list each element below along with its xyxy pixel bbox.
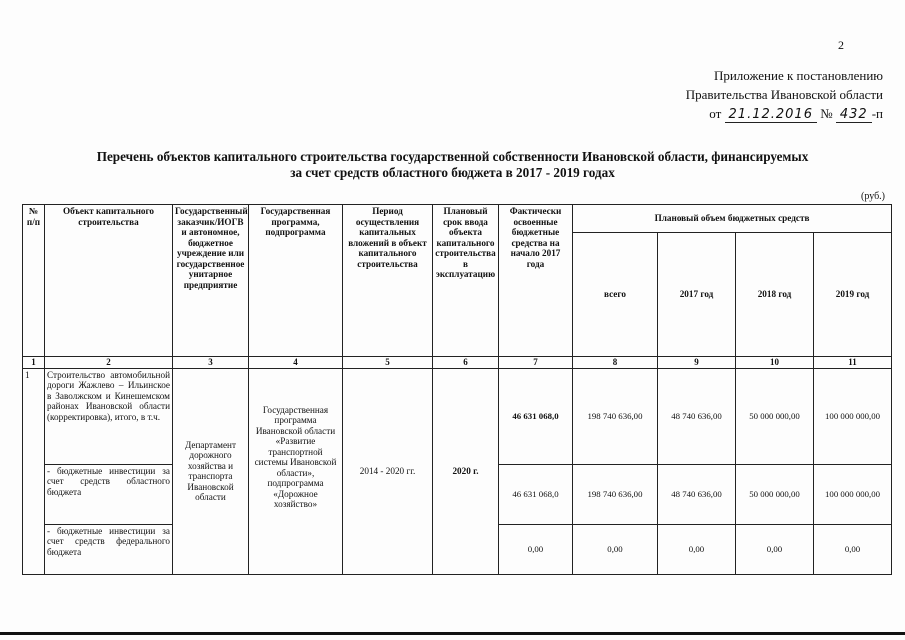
number-label: №: [820, 106, 833, 121]
planned-2017: 48 740 636,00: [658, 368, 736, 464]
planned-2019: 100 000 000,00: [814, 464, 892, 524]
col-num: 10: [736, 357, 814, 369]
title-line-2: за счет средств областного бюджета в 2017 - 2019 годах: [290, 165, 615, 180]
col-num: 6: [433, 357, 499, 369]
col-num: 9: [658, 357, 736, 369]
header-total: всего: [573, 233, 658, 357]
actual-funds: 0,00: [499, 524, 573, 574]
from-label: от: [709, 106, 722, 121]
col-num: 7: [499, 357, 573, 369]
col-num: 8: [573, 357, 658, 369]
col-num: 2: [45, 357, 173, 369]
actual-funds: 46 631 068,0: [499, 368, 573, 464]
handwritten-number: 432: [836, 107, 872, 123]
col-num: 5: [343, 357, 433, 369]
header-2017: 2017 год: [658, 233, 736, 357]
period: 2014 - 2020 гг.: [343, 368, 433, 574]
col-num: 11: [814, 357, 892, 369]
planned-total: 198 740 636,00: [573, 464, 658, 524]
title-line-1: Перечень объектов капитального строительства государственной собственности Ивановской области, финансируемых: [96, 149, 809, 164]
planned-2017: 0,00: [658, 524, 736, 574]
commissioning: 2020 г.: [433, 368, 499, 574]
table-row: [23, 368, 892, 464]
object-name: Строительство автомобильной дороги Жажлево – Ильинское в Заволжском и Кинешемском районах Ивановской области (корректировка), итого, в т.ч.: [45, 368, 173, 464]
customer: Департамент дорожного хозяйства и транспорта Ивановской области: [173, 368, 249, 574]
planned-2019: 0,00: [814, 524, 892, 574]
planned-2018: 50 000 000,00: [736, 368, 814, 464]
planned-total: 0,00: [573, 524, 658, 574]
col-num: 1: [23, 357, 45, 369]
appendix-line-1: Приложение к постановлению: [713, 68, 883, 83]
header-period: Период осуществления капитальных вложений в объект капитального строительства: [343, 205, 433, 357]
col-num: 4: [249, 357, 343, 369]
appendix-line-2: Правительства Ивановской области: [685, 87, 883, 102]
appendix-block: [686, 66, 883, 124]
document-title: [0, 149, 905, 181]
header-2019: 2019 год: [814, 233, 892, 357]
header-customer: Государственный заказчик/ИОГВ и автономное, бюджетное учреждение или государственное унитарное предприятие: [173, 205, 249, 357]
handwritten-date: 21.12.2016: [725, 107, 817, 123]
planned-2018: 0,00: [736, 524, 814, 574]
objects-table: [22, 204, 892, 575]
header-actual: Фактически освоенные бюджетные средства на начало 2017 года: [499, 205, 573, 357]
object-name: - бюджетные инвестиции за счет средств федерального бюджета: [45, 524, 173, 574]
object-name: - бюджетные инвестиции за счет средств областного бюджета: [45, 464, 173, 524]
planned-2017: 48 740 636,00: [658, 464, 736, 524]
actual-funds: 46 631 068,0: [499, 464, 573, 524]
scan-edge-line: [0, 632, 905, 635]
program: Государственная программа Ивановской области «Развитие транспортной системы Ивановской области», подпрограмма «Дорожное хозяйство»: [249, 368, 343, 574]
planned-2018: 50 000 000,00: [736, 464, 814, 524]
planned-2019: 100 000 000,00: [814, 368, 892, 464]
header-num: № п/п: [23, 205, 45, 357]
col-num: 3: [173, 357, 249, 369]
page-number: 2: [838, 38, 844, 52]
number-suffix: -п: [871, 106, 883, 121]
header-object: Объект капитального строительства: [45, 205, 173, 357]
planned-total: 198 740 636,00: [573, 368, 658, 464]
row-number: 1: [23, 368, 45, 574]
appendix-line-3: [686, 104, 883, 124]
header-2018: 2018 год: [736, 233, 814, 357]
header-commissioning: Плановый срок ввода объекта капитального строительства в эксплуатацию: [433, 205, 499, 357]
currency-unit: (руб.): [861, 191, 885, 202]
header-program: Государственная программа, подпрограмма: [249, 205, 343, 357]
header-planned: Плановый объем бюджетных средств: [573, 205, 892, 233]
column-numbers-row: [23, 357, 892, 369]
